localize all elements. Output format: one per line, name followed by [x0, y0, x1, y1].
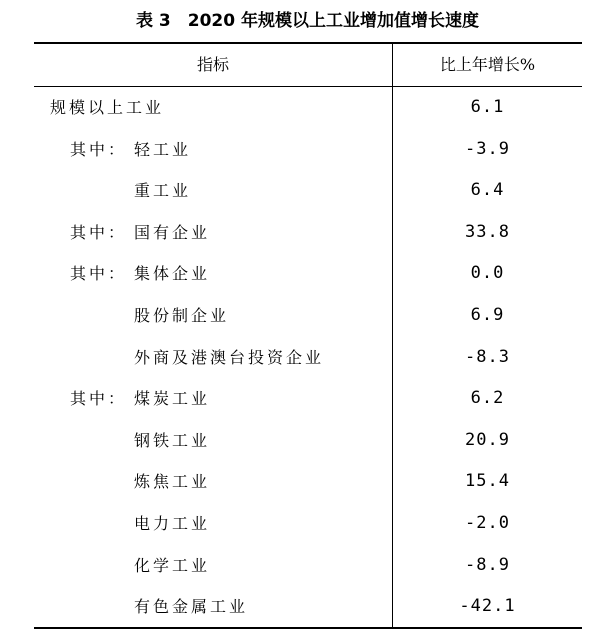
row-indicator: 规模以上工业: [50, 98, 165, 117]
row-value: 33.8: [465, 221, 510, 242]
row-value: 6.1: [470, 97, 505, 117]
row-prefix: 其中：: [70, 264, 128, 284]
row-indicator: 股份制企业: [134, 306, 230, 325]
row-indicator: 电力工业: [134, 514, 211, 533]
row-value: 20.9: [465, 429, 510, 450]
row-indicator: 有色金属工业: [134, 597, 249, 617]
row-value: 6.4: [470, 180, 505, 201]
row-indicator: 煤炭工业: [134, 389, 211, 409]
table-row: [34, 87, 582, 129]
row-value: -42.1: [459, 596, 516, 617]
row-value: -8.9: [465, 554, 510, 575]
table-row: [34, 503, 582, 545]
table-row: [34, 253, 582, 295]
row-prefix: 其中：: [70, 389, 128, 409]
row-prefix: 其中：: [70, 139, 128, 159]
row-value: 0.0: [470, 263, 505, 284]
table-row: [34, 545, 582, 587]
row-indicator: 炼焦工业: [134, 472, 211, 492]
row-value: 15.4: [465, 471, 510, 492]
row-value: -3.9: [465, 138, 510, 159]
row-indicator: 国有企业: [134, 222, 211, 242]
row-value: -8.3: [465, 346, 510, 367]
header-growth: 比上年增长%: [439, 55, 536, 74]
table-row: [34, 586, 582, 628]
table-row: [34, 212, 582, 254]
table-row: [34, 378, 582, 420]
row-value: 6.2: [470, 388, 505, 409]
row-indicator: 钢铁工业: [134, 430, 211, 450]
table-row: [34, 295, 582, 337]
row-indicator: 重工业: [134, 181, 192, 201]
table-row: [34, 420, 582, 462]
table-row: [34, 337, 582, 379]
row-indicator: 化学工业: [134, 555, 211, 575]
header-indicator: 指标: [196, 55, 229, 74]
table-row: [34, 461, 582, 503]
table-row: [34, 170, 582, 212]
table-title: 表 3 2020 年规模以上工业增加值增长速度: [136, 11, 479, 31]
table-row: [34, 129, 582, 171]
row-value: 6.9: [470, 305, 505, 325]
row-indicator: 集体企业: [134, 264, 211, 284]
row-indicator: 外商及港澳台投资企业: [134, 347, 325, 367]
row-indicator: 轻工业: [134, 139, 192, 159]
bottom-border: [34, 627, 582, 629]
row-prefix: 其中：: [70, 222, 128, 242]
row-value: -2.0: [465, 513, 510, 533]
